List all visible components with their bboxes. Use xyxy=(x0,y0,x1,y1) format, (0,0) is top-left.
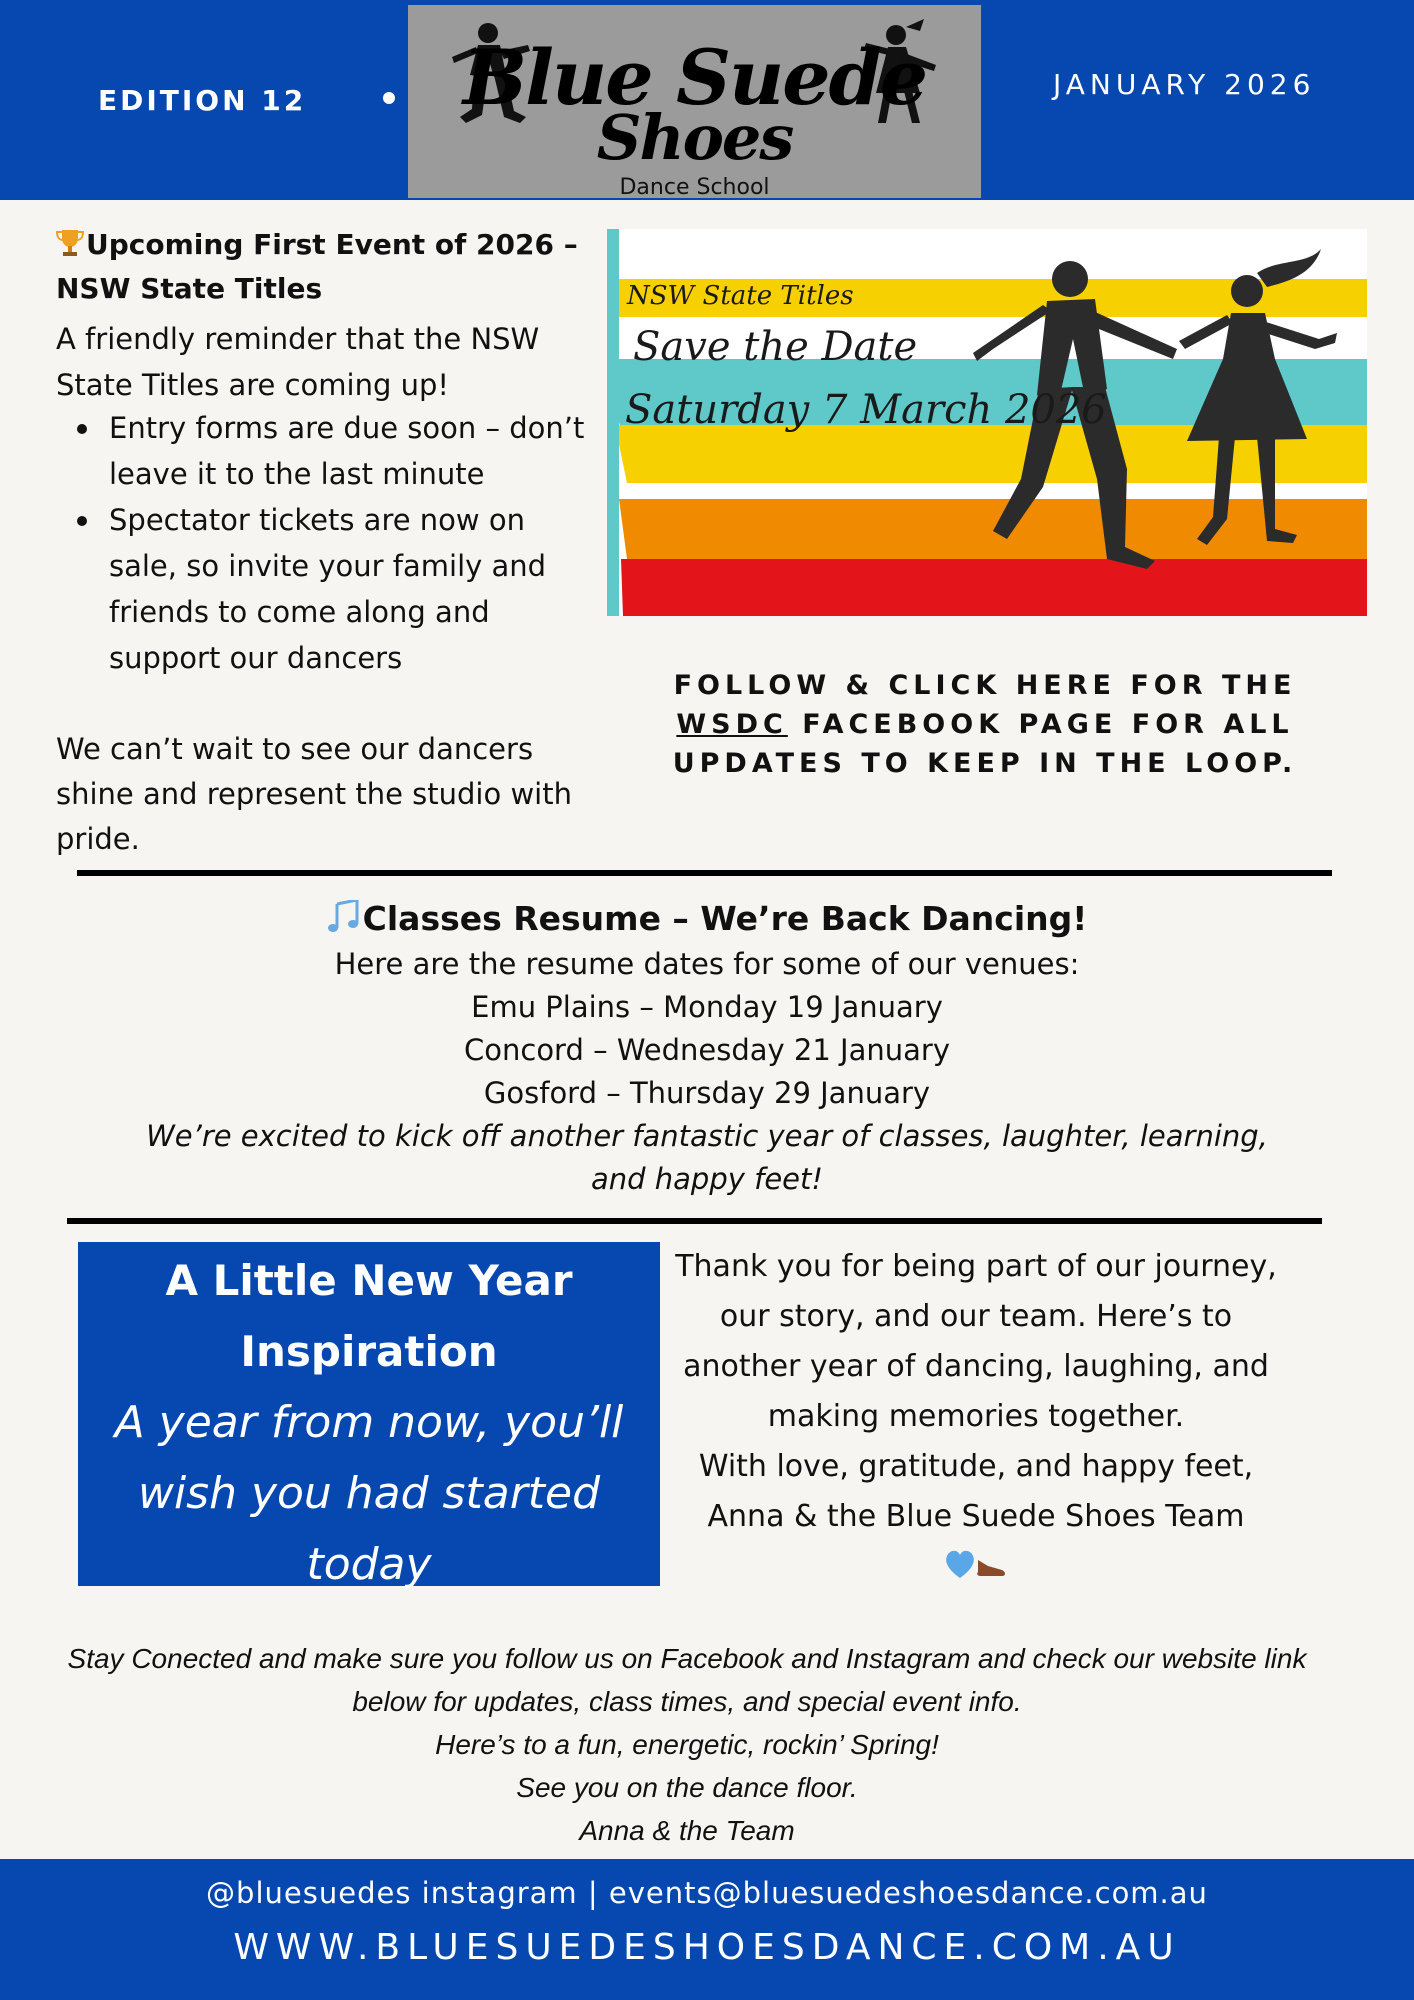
venue-date-item: Gosford – Thursday 29 January xyxy=(483,1076,931,1110)
logo-subtitle: Dance School xyxy=(619,175,770,198)
section-divider xyxy=(77,870,1332,876)
signoff-team: Anna & the Blue Suede Shoes Team xyxy=(707,1499,1245,1534)
header-dot xyxy=(383,92,395,104)
stay-connected-signoff: Anna & the Team xyxy=(579,1815,795,1846)
trophy-icon xyxy=(56,228,84,258)
thank-you-text: Thank you for being part of our journey, our story, and our team. Here’s to another year of dancing, laughing, and making memories together. xyxy=(675,1249,1277,1434)
inspiration-quote: A year from now, you’ll wish you had started today xyxy=(114,1397,624,1590)
edition-date: JANUARY 2026 xyxy=(1053,68,1316,101)
heart-and-shoe-icons xyxy=(944,1546,1008,1582)
event-intro: A friendly reminder that the NSW State Titles are coming up! xyxy=(56,322,540,402)
event-bullet-list xyxy=(56,405,596,681)
poster-save-the-date: Save the Date xyxy=(633,324,918,370)
school-logo[interactable] xyxy=(408,5,981,198)
music-note-icon xyxy=(327,900,363,934)
blue-heart-icon xyxy=(946,1551,974,1578)
logo-title-line1: Blue Suede xyxy=(462,33,927,122)
facebook-cta-prefix: FOLLOW & CLICK HERE FOR THE xyxy=(673,670,1297,701)
inspiration-title: A Little New Year Inspiration xyxy=(165,1256,573,1376)
thank-you-message xyxy=(660,1242,1292,1592)
stay-connected-line: Here’s to a fun, energetic, rockin’ Spring! xyxy=(435,1729,939,1760)
stay-connected xyxy=(60,1637,1314,1852)
email-link[interactable]: events@bluesuedeshoesdance.com.au xyxy=(608,1876,1208,1910)
inspiration-box xyxy=(78,1242,660,1590)
stay-connected-line: See you on the dance floor. xyxy=(516,1772,858,1803)
poster-stripe xyxy=(621,559,1367,616)
instagram-link[interactable]: @bluesuedes instagram xyxy=(206,1876,578,1910)
event-outro: We can’t wait to see our dancers shine and represent the studio with pride. xyxy=(56,732,572,856)
wsdc-facebook-link[interactable]: WSDC xyxy=(676,709,788,740)
classes-closing: We’re excited to kick off another fantastic year of classes, laughter, learning, and happy feet! xyxy=(146,1119,1268,1196)
stay-connected-text: Stay Conected and make sure you follow us on Facebook and Instagram and check our website link below for updates, class times, and special event info. xyxy=(67,1643,1307,1717)
classes-heading xyxy=(80,895,1334,943)
section-divider xyxy=(67,1218,1322,1224)
classes-heading-text: Classes Resume – We’re Back Dancing! xyxy=(362,899,1088,938)
facebook-cta xyxy=(620,666,1350,783)
event-heading-text: Upcoming First Event of 2026 – NSW State Titles xyxy=(56,228,578,305)
footer-contacts xyxy=(0,1873,1414,1913)
footer-banner xyxy=(0,1859,1414,2000)
poster-event-date: Saturday 7 March 2026 xyxy=(625,387,1107,433)
event-heading xyxy=(56,223,596,311)
state-titles-poster xyxy=(607,229,1367,616)
header-banner xyxy=(0,0,1414,200)
logo-title-line2: Shoes xyxy=(596,101,793,174)
list-item: Entry forms are due soon – don’t leave it to the last minute xyxy=(56,405,596,497)
classes-section xyxy=(80,895,1334,1201)
venue-date-item: Emu Plains – Monday 19 January xyxy=(471,990,943,1024)
signoff-line: With love, gratitude, and happy feet, xyxy=(698,1449,1254,1484)
venue-date-item: Concord – Wednesday 21 January xyxy=(464,1033,950,1067)
list-item: Spectator tickets are now on sale, so invite your family and friends to come along and support our dancers xyxy=(56,497,596,681)
poster-stripe xyxy=(619,499,1367,559)
poster-event-name: NSW State Titles xyxy=(627,281,854,311)
classes-intro: Here are the resume dates for some of our venues: xyxy=(334,947,1080,981)
website-link[interactable]: WWW.BLUESUEDESHOESDANCE.COM.AU xyxy=(233,1927,1181,1968)
footer-separator: | xyxy=(587,1876,599,1910)
edition-label: EDITION 12 xyxy=(98,84,307,117)
shoe-icon xyxy=(977,1560,1005,1576)
facebook-cta-suffix: FACEBOOK PAGE FOR ALL UPDATES TO KEEP IN THE LOOP. xyxy=(672,709,1298,779)
